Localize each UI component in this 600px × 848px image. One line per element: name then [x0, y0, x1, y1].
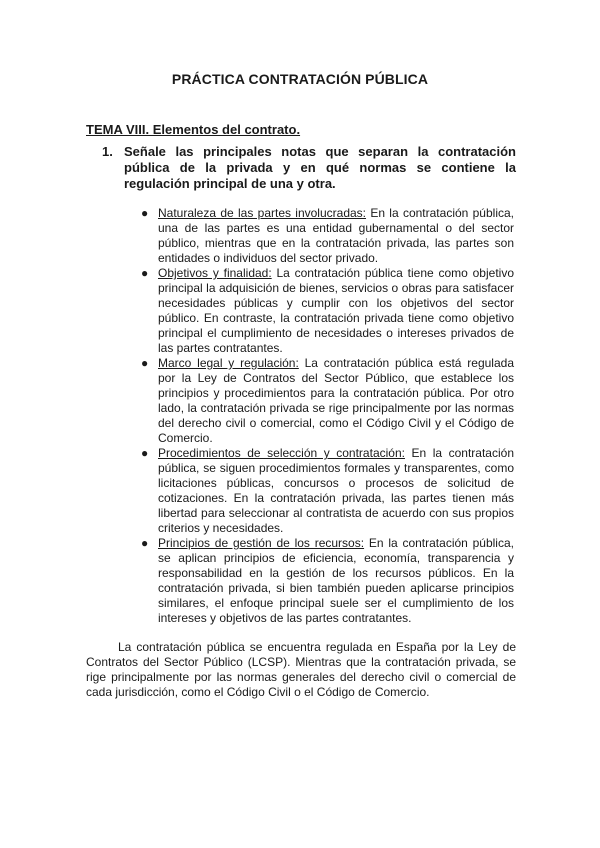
list-item — [140, 356, 514, 446]
list-item — [140, 206, 514, 266]
question-text: Señale las principales notas que separan la contratación pública de la privada y en qué normas se contiene la regulación principal de una y otra. — [124, 144, 516, 191]
answer-bullet-list — [140, 206, 514, 626]
bullet-heading: Principios de gestión de los recursos: — [158, 536, 365, 550]
bullet-icon: ● — [141, 206, 149, 220]
bullet-icon: ● — [141, 356, 149, 370]
section-heading: TEMA VIII. Elementos del contrato. — [86, 122, 301, 137]
bullet-text: En la contratación pública, se aplican principios de eficiencia, economía, transparencia y responsabilidad en la gestión de los recursos públicos. En la contratación privada, si bien también pueden aplicarse principios similares, el enfoque principal suele ser el cumplimiento de los intereses y objetivos de las partes contratantes. — [158, 536, 514, 625]
closing-paragraph: La contratación pública se encuentra regulada en España por la Ley de Contratos del Sector Público (LCSP). Mientras que la contratación privada, se rige principalmente por las normas generales del derecho civil o comercial de cada jurisdicción, como el Código Civil o el Código de Comercio. — [86, 640, 516, 699]
bullet-heading: Marco legal y regulación: — [158, 356, 299, 370]
bullet-icon: ● — [141, 266, 149, 280]
question-number: 1. — [102, 144, 113, 159]
bullet-heading: Procedimientos de selección y contratación: — [158, 446, 405, 460]
bullet-text: La contratación pública tiene como objetivo principal la adquisición de bienes, servicios o obras para satisfacer necesidades públicas y cumplir con los objetivos del sector público. En contraste, la contratación privada tiene como objetivo principal el cumplimiento de necesidades o intereses privados de las partes contratantes. — [158, 266, 514, 355]
question-item — [102, 144, 516, 192]
list-item — [140, 446, 514, 536]
bullet-heading: Naturaleza de las partes involucradas: — [158, 206, 367, 220]
bullet-icon: ● — [141, 536, 149, 550]
bullet-text: En la contratación pública, se siguen procedimientos formales y transparentes, como licitaciones públicas, concursos o procesos de solicitud de cotizaciones. En la contratación privada, las partes tienen más libertad para seleccionar al contratista de acuerdo con sus propios criterios y necesidades. — [158, 446, 514, 535]
bullet-heading: Objetivos y finalidad: — [158, 266, 272, 280]
list-item — [140, 536, 514, 626]
bullet-text: En la contratación pública, una de las partes es una entidad gubernamental o del sector público, mientras que en la contratación privada, las partes son entidades o individuos del sector privado. — [158, 206, 514, 265]
bullet-icon: ● — [141, 446, 149, 460]
list-item — [140, 266, 514, 356]
page-title: PRÁCTICA CONTRATACIÓN PÚBLICA — [171, 71, 429, 87]
bullet-text: La contratación pública está regulada por la Ley de Contratos del Sector Público, que establece los principios y procedimientos para la contratación pública. Por otro lado, la contratación privada se rige principalmente por las normas del derecho civil o comercial, como el Código Civil y el Código de Comercio. — [158, 356, 514, 445]
